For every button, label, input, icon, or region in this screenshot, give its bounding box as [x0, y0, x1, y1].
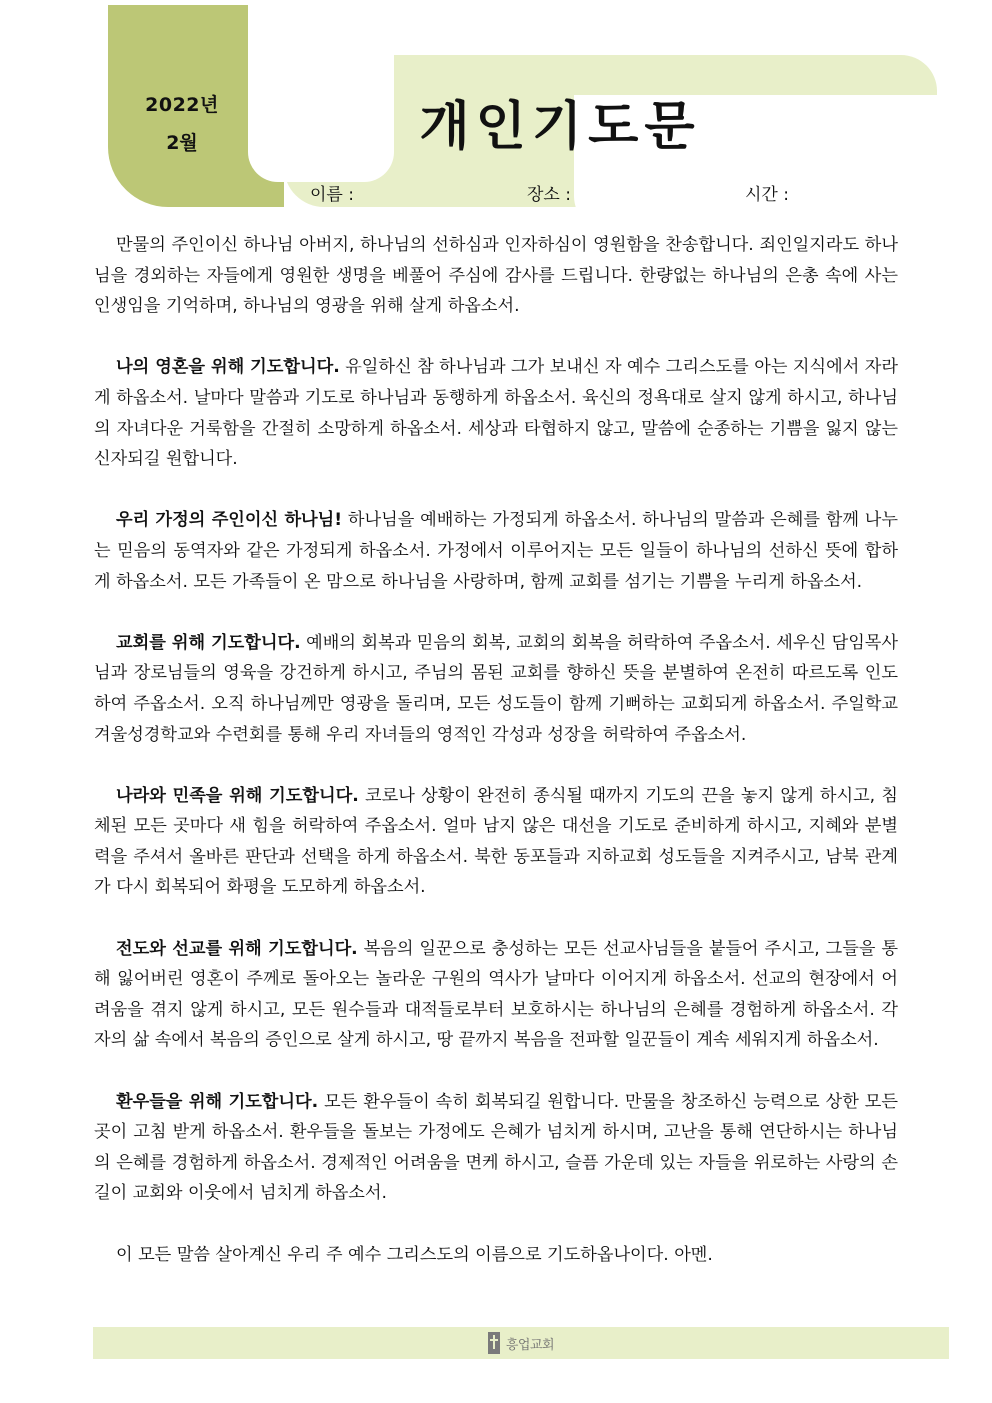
- paragraph-heading: 환우들을 위해 기도합니다.: [116, 1091, 319, 1112]
- paragraph-text: 코로나 상황이 완전히 종식될 때까지 기도의 끈을 놓지 않게 하시고, 침체된 모든 곳마다 새 힘을 허락하여 주옵소서. 얼마 남지 않은 대선을 기도로 준비하게 하시고, 지혜와 분별력을 주셔서 올바른 판단과 선택을 하게 하옵소서. 북한 동포들과 지하교회 성도들을 지켜주시고, 남북 관계가 다시 회복되어 화평을 도모하게 하옵소서.: [94, 785, 898, 898]
- paragraph-text: 이 모든 말씀 살아계신 우리 주 예수 그리스도의 이름으로 기도하옵나이다. 아멘.: [116, 1244, 713, 1265]
- paragraph-church: [94, 628, 898, 750]
- paragraph-text: 하나님을 예배하는 가정되게 하옵소서. 하나님의 말씀과 은혜를 함께 나누는 믿음의 동역자와 같은 가정되게 하옵소서. 가정에서 이루어지는 모든 일들이 하나님의 선하신 뜻에 합하게 하옵소서. 모든 가족들이 온 맘으로 하나님을 사랑하며, 함께 교회를 섬기는 기쁨을 누리게 하옵소서.: [94, 510, 898, 592]
- church-logo: [488, 1332, 554, 1354]
- header-year: 2022년: [145, 94, 219, 116]
- paragraph-soul: [94, 352, 898, 474]
- name-field-label: 이름 :: [310, 185, 354, 205]
- paragraph-text: 복음의 일꾼으로 충성하는 모든 선교사님들을 붙들어 주시고, 그들을 통해 잃어버린 영혼이 주께로 돌아오는 놀라운 구원의 역사가 날마다 이어지게 하옵소서. 선교의 현장에서 어려움을 겪지 않게 하시고, 모든 원수들과 대적들로부터 보호하시는 하나님의 은혜를 경험하게 하옵소서. 각자의 삶 속에서 복음의 증인으로 살게 하시고, 땅 끝까지 복음을 전파할 일꾼들이 계속 세워지게 하옵소서.: [94, 938, 898, 1051]
- footer-bar: [93, 1327, 949, 1359]
- paragraph-text: 유일하신 참 하나님과 그가 보내신 자 예수 그리스도를 아는 지식에서 자라게 하옵소서. 날마다 말씀과 기도로 하나님과 동행하게 하옵소서. 육신의 정욕대로 살지 않게 하시고, 하나님의 자녀다운 거룩함을 간절히 소망하게 하옵소서. 세상과 타협하지 않고, 말씀에 순종하는 기쁨을 잃지 않는 신자되길 원합니다.: [94, 357, 898, 470]
- church-name: 흥업교회: [505, 1337, 555, 1353]
- paragraph-text: 만물의 주인이신 하나님 아버지, 하나님의 선하심과 인자하심이 영원함을 찬송합니다. 죄인일지라도 하나님을 경외하는 자들에게 영원한 생명을 베풀어 주심에 감사를 드립니다. 한량없는 하나님의 은총 속에 사는 인생임을 기억하며, 하나님의 영광을 위해 살게 하옵소서.: [94, 235, 898, 317]
- page-title: 개인기도문: [419, 97, 701, 157]
- paragraph-intro: [94, 230, 898, 322]
- time-field-label: 시간 :: [745, 185, 789, 205]
- paragraph-mission: [94, 934, 898, 1056]
- paragraph-heading: 교회를 위해 기도합니다.: [116, 632, 301, 653]
- prayer-body: [94, 230, 898, 1301]
- paragraph-family: [94, 505, 898, 597]
- paragraph-heading: 나라와 민족을 위해 기도합니다.: [116, 785, 359, 806]
- paragraph-heading: 우리 가정의 주인이신 하나님!: [116, 510, 343, 531]
- place-field-label: 장소 :: [527, 185, 571, 205]
- paragraph-heading: 전도와 선교를 위해 기도합니다.: [116, 938, 358, 959]
- header-month: 2월: [166, 132, 198, 154]
- paragraph-nation: [94, 781, 898, 903]
- header-date-panel: [248, 5, 394, 182]
- church-door-cross-icon: [488, 1332, 500, 1354]
- paragraph-patients: [94, 1087, 898, 1209]
- paragraph-text: 예배의 회복과 믿음의 회복, 교회의 회복을 허락하여 주옵소서. 세우신 담임목사님과 장로님들의 영육을 강건하게 하시고, 주님의 몸된 교회를 향하신 뜻을 분별하여 온전히 따르도록 인도하여 주옵소서. 오직 하나님께만 영광을 돌리며, 모든 성도들이 함께 기뻐하는 교회되게 하옵소서. 주일학교 겨울성경학교와 수련회를 통해 우리 자녀들의 영적인 각성과 성장을 허락하여 주옵소서.: [94, 632, 898, 745]
- paragraph-text: 모든 환우들이 속히 회복되길 원합니다. 만물을 창조하신 능력으로 상한 모든 곳이 고침 받게 하옵소서. 환우들을 돌보는 가정에도 은혜가 넘치게 하시며, 고난을 통해 연단하시는 하나님의 은혜를 경험하게 하옵소서. 경제적인 어려움을 면케 하시고, 슬픔 가운데 있는 자들을 위로하는 사랑의 손길이 교회와 이웃에서 넘치게 하옵소서.: [94, 1091, 898, 1204]
- paragraph-closing: [94, 1240, 898, 1271]
- paragraph-heading: 나의 영혼을 위해 기도합니다.: [116, 357, 340, 378]
